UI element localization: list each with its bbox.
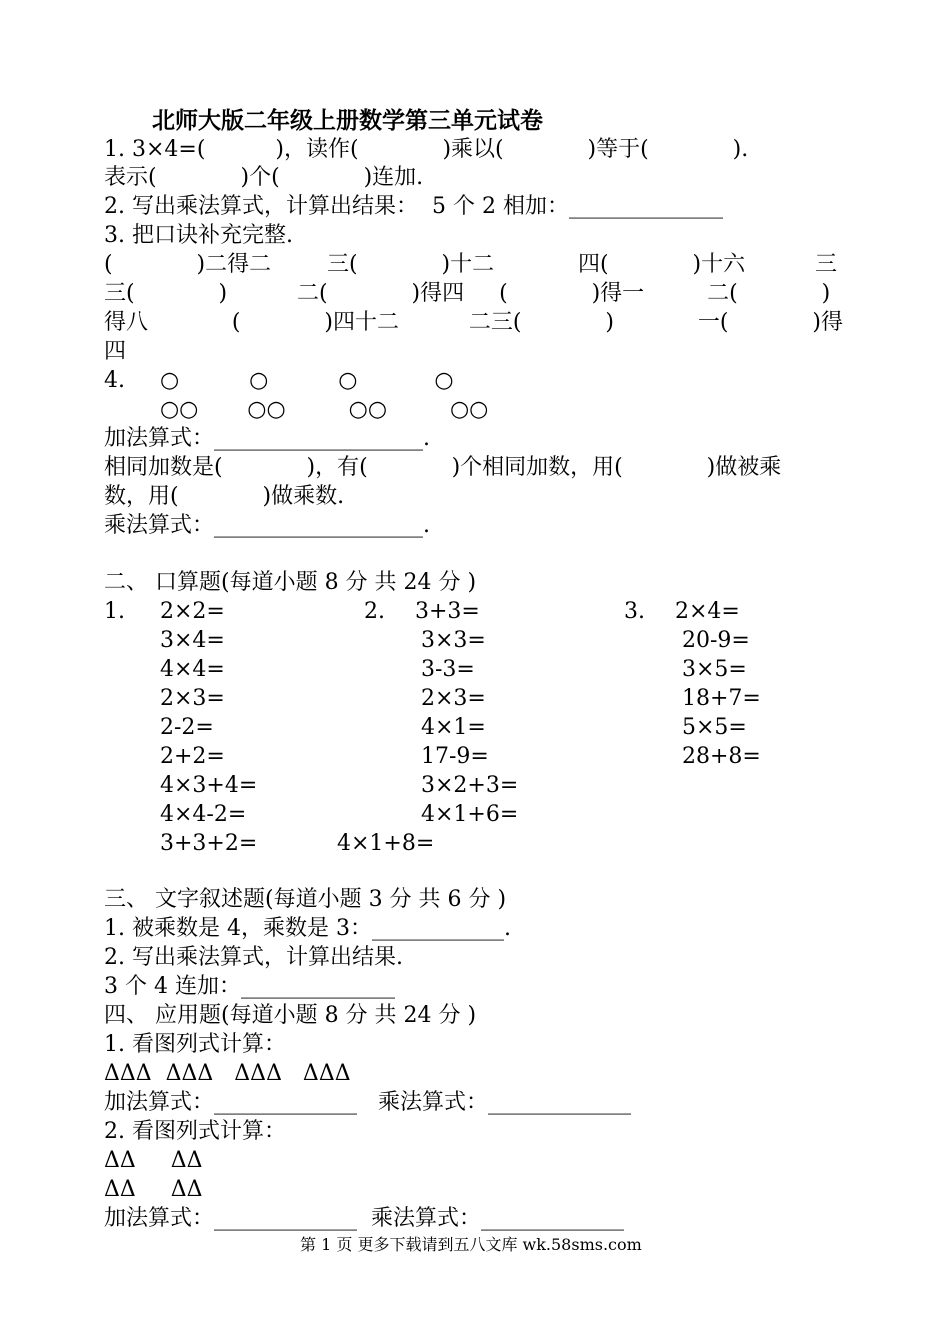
s4-q1-triangles: ΔΔΔ ΔΔΔ ΔΔΔ ΔΔΔ (104, 1061, 351, 1086)
col1-item: 3×4= (160, 628, 225, 653)
col3-item: 20-9= (682, 628, 750, 653)
col2-item: 3+3= (415, 599, 480, 624)
q2-line: 2. 写出乘法算式，计算出结果： 5 个 2 相加：______________ (104, 194, 723, 219)
col1-item: 2-2= (160, 715, 214, 740)
col2-item: 3-3= (421, 657, 475, 682)
col1-item: 4×4-2= (160, 802, 247, 827)
worksheet-title: 北师大版二年级上册数学第三单元试卷 (152, 107, 543, 134)
col3-item: 2×4= (675, 599, 740, 624)
col2-item: 3×2+3= (421, 773, 519, 798)
s4-q2-triangles-row1: ΔΔ ΔΔ (104, 1148, 203, 1173)
col1-item: 4×4= (160, 657, 225, 682)
q3-row1: ( )二得二 三( )十二 四( )十六 三 (104, 252, 838, 277)
s3-q1: 1. 被乘数是 4，乘数是 3：____________. (104, 916, 511, 941)
q3-heading: 3. 把口诀补充完整. (104, 223, 293, 248)
q3-row3: 得八 ( )四十二 二三( ) 一( )得 (104, 310, 844, 335)
col2-item: 2×3= (421, 686, 486, 711)
s4-q1-answer: 加法算式：_____________ 乘法算式：_____________ (104, 1090, 631, 1115)
q4-multiplication: 乘法算式：___________________. (104, 513, 430, 538)
col3-number: 3. (624, 599, 645, 624)
col1-item: 2×3= (160, 686, 225, 711)
col1-item: 4×3+4= (160, 773, 258, 798)
col3-item: 18+7= (682, 686, 761, 711)
q3-row4: 四 (104, 339, 127, 364)
section2-heading: 二、 口算题(每道小题 8 分 共 24 分 ) (104, 570, 477, 595)
col2-item: 17-9= (421, 744, 489, 769)
col1-item: 2+2= (160, 744, 225, 769)
col3-item: 28+8= (682, 744, 761, 769)
col2-item: 4×1+6= (421, 802, 519, 827)
col2-item: 4×1+8= (337, 831, 435, 856)
s4-q2-triangles-row2: ΔΔ ΔΔ (104, 1177, 203, 1202)
q1-line1: 1. 3×4=( )，读作( )乘以( )等于( ). (104, 137, 749, 162)
section3-heading: 三、 文字叙述题(每道小题 3 分 共 6 分 ) (104, 887, 507, 912)
col1-item: 2×2= (160, 599, 225, 624)
col2-item: 4×1= (421, 715, 486, 740)
q4-multiplier: 数，用( )做乘数. (104, 484, 345, 509)
col3-item: 3×5= (682, 657, 747, 682)
section4-heading: 四、 应用题(每道小题 8 分 共 24 分 ) (104, 1003, 477, 1028)
s4-q2-answer: 加法算式：_____________ 乘法算式：_____________ (104, 1206, 624, 1231)
col1-number: 1. (104, 599, 125, 624)
q4-same-addend: 相同加数是( )，有( )个相同加数，用( )做被乘 (104, 455, 782, 480)
col1-item: 3+3+2= (160, 831, 258, 856)
page-footer: 第 1 页 更多下载请到五八文库 wk.58sms.com (300, 1235, 642, 1254)
q4-addition: 加法算式：___________________. (104, 426, 430, 451)
q1-line2: 表示( )个( )连加. (104, 165, 424, 190)
q4-circles-row2: ○○ ○○ ○○ ○○ (104, 397, 489, 422)
q4-circles-row1: 4. ○ ○ ○ ○ (104, 368, 454, 393)
col2-item: 3×3= (421, 628, 486, 653)
col2-number: 2. (364, 599, 385, 624)
s3-q2: 2. 写出乘法算式，计算出结果. (104, 945, 403, 970)
col3-item: 5×5= (682, 715, 747, 740)
s4-q1: 1. 看图列式计算： (104, 1032, 286, 1057)
s3-q2-sub: 3 个 4 连加：______________ (104, 974, 395, 999)
s4-q2: 2. 看图列式计算： (104, 1119, 286, 1144)
q3-row2: 三( ) 二( )得四 ( )得一 二( ) (104, 281, 831, 306)
